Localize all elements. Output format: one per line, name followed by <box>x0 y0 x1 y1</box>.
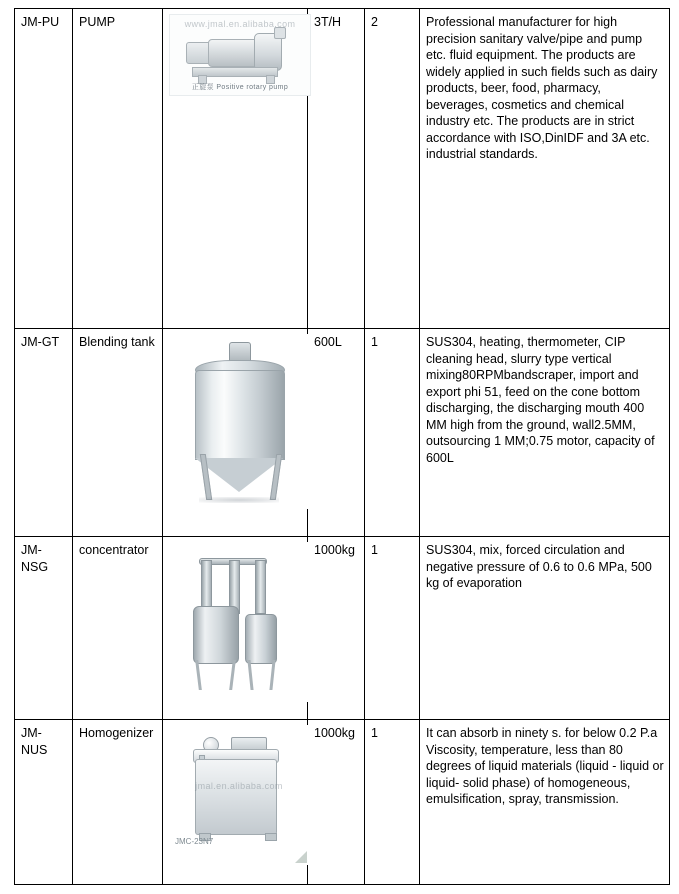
cell-product-image <box>163 720 308 885</box>
pump-port-part <box>274 27 286 39</box>
concentrator-image <box>169 542 302 702</box>
concentrator-vessel-main <box>193 606 239 664</box>
corner-mark <box>295 851 307 863</box>
table-row <box>15 329 670 537</box>
cell-equipment-name: concentrator <box>73 537 163 720</box>
cell-quantity: 1 <box>365 537 420 720</box>
cell-equipment-name: Blending tank <box>73 329 163 537</box>
concentrator-leg-4 <box>269 660 275 690</box>
blending-tank-image <box>169 334 302 509</box>
tank-shell-part <box>195 370 285 460</box>
concentrator-leg-2 <box>229 660 236 690</box>
table-row <box>15 720 670 885</box>
homogenizer-illustration <box>169 725 309 865</box>
concentrator-leg-3 <box>247 660 253 690</box>
cell-description: It can absorb in ninety s. for below 0.2 P.a Viscosity, temperature, less than 80 degrees of liquid materials (liquid - liquid or liquid- solid phase) of homogeneous, emulsification, spray, transmission. <box>420 720 670 885</box>
watermark-text: jmal.en.alibaba.com <box>195 781 283 791</box>
homogenizer-foot-right <box>265 833 277 841</box>
cell-model-code: JM-GT <box>15 329 73 537</box>
concentrator-column-c <box>255 560 266 614</box>
cell-quantity: 1 <box>365 329 420 537</box>
image-caption: JMC-23N7 <box>175 837 214 846</box>
cell-description: SUS304, heating, thermometer, CIP cleaning head, slurry type vertical mixing80RPMbandscraper, import and export phi 51, feed on the cone bottom discharging, the discharging mouth 400 MM high from the ground, wall2.5MM, outsourcing 1 MM;0.75 motor, capacity of 600L <box>420 329 670 537</box>
cell-description: SUS304, mix, forced circulation and negative pressure of 0.6 to 0.6 MPa, 500 kg of evaporation <box>420 537 670 720</box>
cell-description: Professional manufacturer for high precision sanitary valve/pipe and pump etc. fluid equipment. The products are widely applied in such fields such as dairy products, beer, food, pharmacy, beverages, cosmetics and chemical industry etc. The products are in strict accordance with ISO,DinIDF and 3A etc. industrial standards. <box>420 9 670 329</box>
table-row <box>15 9 670 329</box>
cell-model-code: JM-NUS <box>15 720 73 885</box>
concentrator-leg-1 <box>195 660 202 690</box>
homogenizer-image <box>169 725 302 865</box>
table-row <box>15 537 670 720</box>
concentrator-illustration <box>169 542 309 702</box>
cell-model-code: JM-PU <box>15 9 73 329</box>
cell-capacity: 1000kg <box>308 537 365 720</box>
homogenizer-body-part <box>195 759 277 835</box>
equipment-spec-table <box>14 8 670 885</box>
concentrator-frame <box>179 552 299 692</box>
cell-equipment-name: PUMP <box>73 9 163 329</box>
cell-capacity: 3T/H <box>308 9 365 329</box>
pump-illustration <box>169 14 311 96</box>
cell-capacity: 600L <box>308 329 365 537</box>
cell-equipment-name: Homogenizer <box>73 720 163 885</box>
cell-quantity: 1 <box>365 720 420 885</box>
image-caption: 正旋泵 Positive rotary pump <box>191 83 289 91</box>
pump-foot-right <box>266 75 275 84</box>
pump-foot-left <box>198 75 207 84</box>
concentrator-vessel-secondary <box>245 614 277 664</box>
tank-shadow <box>199 497 279 503</box>
cell-model-code: JM-NSG <box>15 537 73 720</box>
cell-product-image <box>163 9 308 329</box>
cell-product-image <box>163 537 308 720</box>
watermark-text: www.jmal.en.alibaba.com <box>184 19 296 29</box>
cell-quantity: 2 <box>365 9 420 329</box>
cell-product-image <box>163 329 308 537</box>
cell-capacity: 1000kg <box>308 720 365 885</box>
tank-illustration <box>169 334 309 509</box>
pump-image <box>169 14 302 96</box>
